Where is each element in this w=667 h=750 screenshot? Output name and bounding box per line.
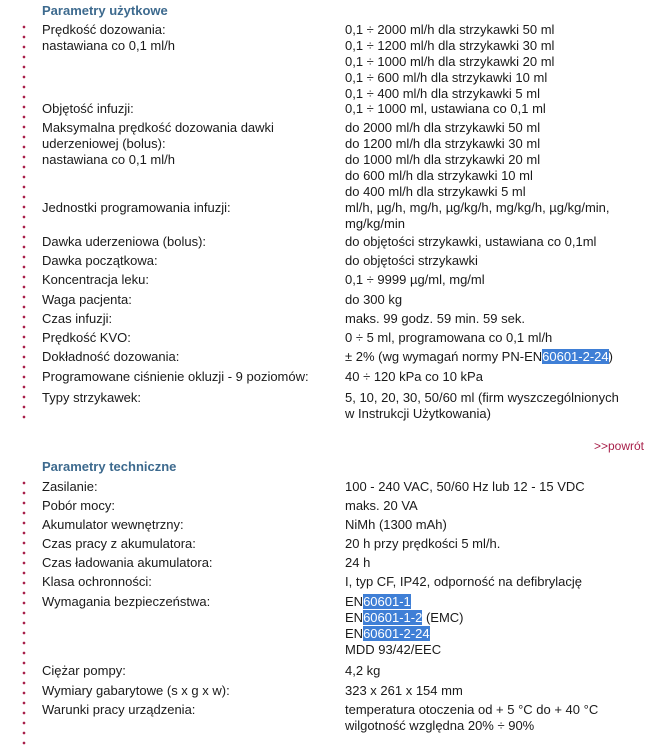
param-label: Wymagania bezpieczeństwa: (42, 594, 211, 609)
param-value: ± 2% (wg wymagań normy PN-EN60601-2-24) (345, 349, 613, 364)
param-value: maks. 20 VA (345, 498, 418, 513)
param-label: Jednostki programowania infuzji: (42, 200, 231, 215)
param-value: 40 ÷ 120 kPa co 10 kPa (345, 369, 483, 384)
param-value: do objętości strzykawki, ustawiana co 0,1ml (345, 234, 597, 249)
param-label: Prędkość KVO: (42, 330, 131, 345)
section2-dotted-border (22, 478, 26, 750)
param-value: do 300 kg (345, 292, 403, 307)
param-value: 0,1 ÷ 2000 ml/h dla strzykawki 50 ml 0,1 ÷ 1200 ml/h dla strzykawki 30 ml 0,1 ÷ 1000 ml/h dla strzykawki 20 ml 0,1 ÷ 600 ml/h dla strzykawki 10 ml 0,1 ÷ 400 ml/h dla strzykawki 5 ml (345, 22, 555, 101)
param-label: Waga pacjenta: (42, 292, 132, 307)
param-label: Czas pracy z akumulatora: (42, 536, 196, 551)
param-value: NiMh (1300 mAh) (345, 517, 447, 532)
param-label: Prędkość dozowania: nastawiana co 0,1 ml/h (42, 22, 175, 53)
param-value: temperatura otoczenia od + 5 °C do + 40 °C wilgotność względna 20% ÷ 90% (345, 702, 599, 733)
param-value: EN60601-1 EN60601-1-2 (EMC) EN60601-2-24 MDD 93/42/EEC (345, 594, 464, 657)
param-label: Czas ładowania akumulatora: (42, 555, 213, 570)
param-label: Maksymalna prędkość dozowania dawki uderzeniowej (bolus): nastawiana co 0,1 ml/h (42, 120, 274, 167)
param-label: Typy strzykawek: (42, 390, 141, 405)
param-label: Zasilanie: (42, 479, 98, 494)
highlighted-text: 60601-1 (363, 594, 411, 609)
section-title-technical: Parametry techniczne (42, 459, 177, 474)
param-value: 5, 10, 20, 30, 50/60 ml (firm wyszczególnionych w Instrukcji Użytkowania) (345, 390, 619, 421)
param-label: Akumulator wewnętrzny: (42, 517, 184, 532)
param-label: Programowane ciśnienie okluzji - 9 poziomów: (42, 369, 309, 384)
param-value: I, typ CF, IP42, odporność na defibrylację (345, 574, 583, 589)
param-value: 4,2 kg (345, 663, 381, 678)
highlighted-text: 60601-2-24 (542, 349, 609, 364)
param-value: 20 h przy prędkości 5 ml/h. (345, 536, 501, 551)
highlighted-text: 60601-2-24 (363, 626, 430, 641)
param-value: 0,1 ÷ 9999 µg/ml, mg/ml (345, 272, 485, 287)
param-value: 24 h (345, 555, 371, 570)
param-value: 323 x 261 x 154 mm (345, 683, 463, 698)
param-label: Czas infuzji: (42, 311, 113, 326)
param-label: Warunki pracy urządzenia: (42, 702, 196, 717)
param-label: Klasa ochronności: (42, 574, 152, 589)
param-value: maks. 99 godz. 59 min. 59 sek. (345, 311, 525, 326)
param-label: Dokładność dozowania: (42, 349, 180, 364)
param-value: 0,1 ÷ 1000 ml, ustawiana co 0,1 ml (345, 101, 546, 116)
param-label: Objętość infuzji: (42, 101, 134, 116)
param-value: do objętości strzykawki (345, 253, 478, 268)
highlighted-text: 60601-1-2 (363, 610, 423, 625)
back-link[interactable]: >>powrót (593, 439, 644, 453)
param-value: 0 ÷ 5 ml, programowana co 0,1 ml/h (345, 330, 553, 345)
section1-dotted-border (22, 22, 26, 422)
param-label: Koncentracja leku: (42, 272, 149, 287)
param-label: Pobór mocy: (42, 498, 115, 513)
param-label: Dawka uderzeniowa (bolus): (42, 234, 207, 249)
param-label: Ciężar pompy: (42, 663, 126, 678)
param-value: do 2000 ml/h dla strzykawki 50 ml do 1200 ml/h dla strzykawki 30 ml do 1000 ml/h dla strzykawki 20 ml do 600 ml/h dla strzykawki 10 ml do 400 ml/h dla strzykawki 5 ml (345, 120, 541, 199)
param-value: ml/h, µg/h, mg/h, µg/kg/h, mg/kg/h, µg/kg/min, mg/kg/min (345, 200, 610, 231)
section-title-usage: Parametry użytkowe (42, 3, 168, 18)
param-label: Dawka początkowa: (42, 253, 158, 268)
param-value: 100 - 240 VAC, 50/60 Hz lub 12 - 15 VDC (345, 479, 585, 494)
param-label: Wymiary gabarytowe (s x g x w): (42, 683, 230, 698)
